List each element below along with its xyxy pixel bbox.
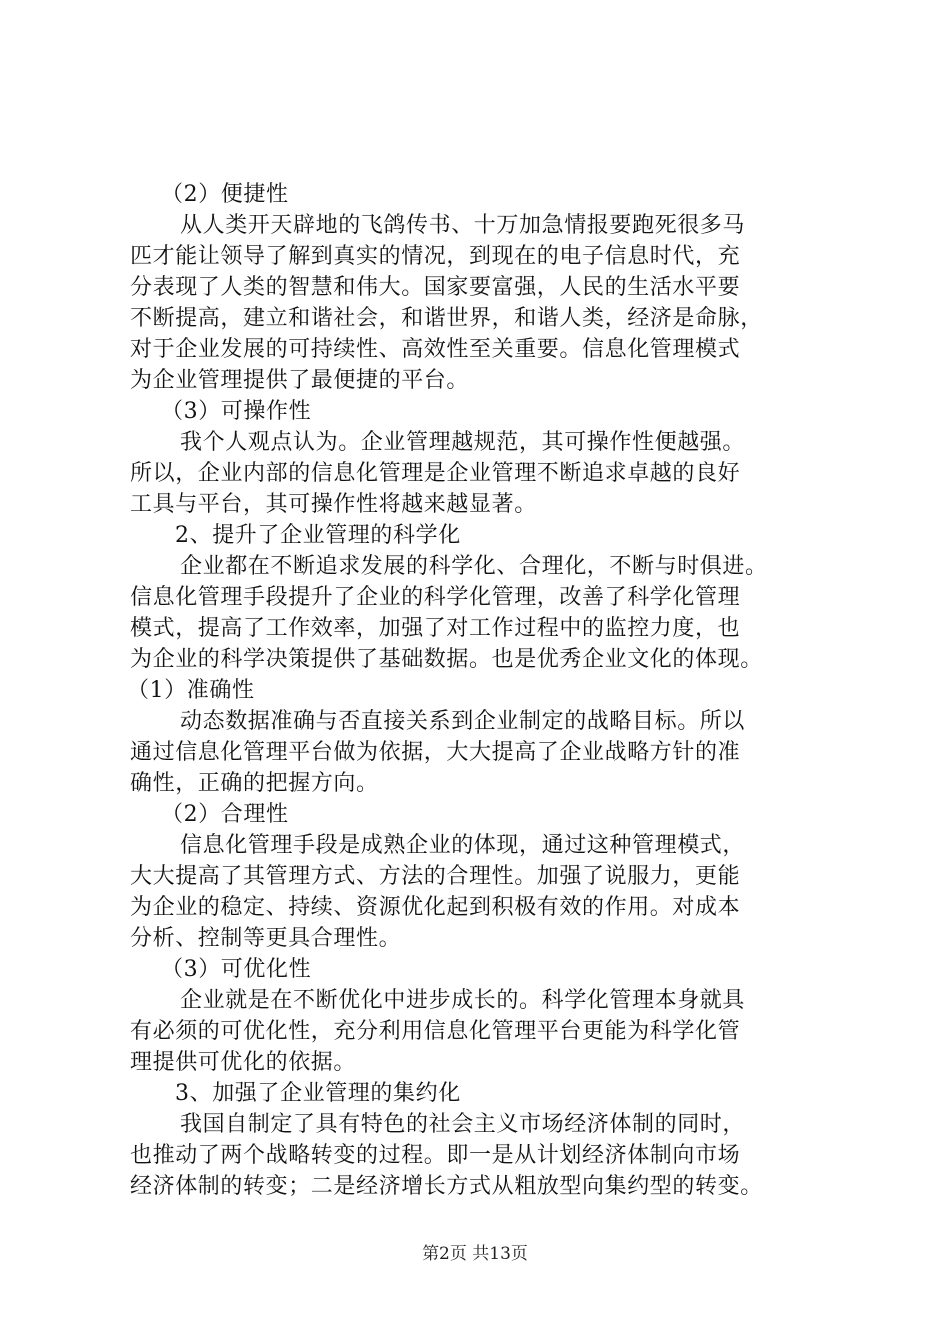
paragraph-line: 不断提高，建立和谐社会，和谐世界，和谐人类，经济是命脉， [130,306,763,331]
subheading-operability: （3）可操作性 [161,399,312,424]
paragraph-line: 我个人观点认为。企业管理越规范，其可操作性便越强。 [180,430,746,455]
paragraph-line: 有必须的可优化性，充分利用信息化管理平台更能为科学化管 [130,1019,741,1044]
paragraph-line: 从人类开天辟地的飞鸽传书、十万加急情报要跑死很多马 [180,213,746,238]
subheading-rationality: （2）合理性 [161,802,289,827]
paragraph-line: 理提供可优化的依据。 [130,1050,357,1075]
paragraph-line: 企业都在不断追求发展的科学化、合理化，不断与时俱进。 [180,554,768,579]
subheading-optimizability: （3）可优化性 [161,957,312,982]
subheading-accuracy: （1）准确性 [127,678,255,703]
paragraph-line: 模式，提高了工作效率，加强了对工作过程中的监控力度，也 [130,616,741,641]
paragraph-line: 分析、控制等更具合理性。 [130,926,402,951]
paragraph-line: 信息化管理手段提升了企业的科学化管理，改善了科学化管理 [130,585,741,610]
paragraph-line: 分表现了人类的智慧和伟大。国家要富强，人民的生活水平要 [130,275,741,300]
section-heading-intensive: 3、加强了企业管理的集约化 [175,1081,461,1106]
paragraph-line: 动态数据准确与否直接关系到企业制定的战略目标。所以 [180,709,746,734]
paragraph-line: 通过信息化管理平台做为依据，大大提高了企业战略方针的准 [130,740,741,765]
page-number-footer: 第2页 共13页 [422,1244,528,1264]
paragraph-line: 大大提高了其管理方式、方法的合理性。加强了说服力，更能 [130,864,741,889]
paragraph-line: 为企业的科学决策提供了基础数据。也是优秀企业文化的体现。 [130,647,763,672]
section-heading-scientific: 2、提升了企业管理的科学化 [175,523,461,548]
subheading-convenience: （2）便捷性 [161,182,289,207]
paragraph-line: 企业就是在不断优化中进步成长的。科学化管理本身就具 [180,988,746,1013]
paragraph-line: 我国自制定了具有特色的社会主义市场经济体制的同时， [180,1112,746,1137]
paragraph-line: 也推动了两个战略转变的过程。即一是从计划经济体制向市场 [130,1143,741,1168]
paragraph-line: 所以，企业内部的信息化管理是企业管理不断追求卓越的良好 [130,461,741,486]
paragraph-line: 对于企业发展的可持续性、高效性至关重要。信息化管理模式 [130,337,741,362]
paragraph-line: 匹才能让领导了解到真实的情况，到现在的电子信息时代，充 [130,244,741,269]
paragraph-line: 确性，正确的把握方向。 [130,771,379,796]
paragraph-line: 工具与平台，其可操作性将越来越显著。 [130,492,537,517]
paragraph-line: 为企业管理提供了最便捷的平台。 [130,368,470,393]
paragraph-line: 信息化管理手段是成熟企业的体现，通过这种管理模式， [180,833,746,858]
paragraph-line: 为企业的稳定、持续、资源优化起到积极有效的作用。对成本 [130,895,741,920]
paragraph-line: 经济体制的转变；二是经济增长方式从粗放型向集约型的转变。 [130,1174,763,1199]
